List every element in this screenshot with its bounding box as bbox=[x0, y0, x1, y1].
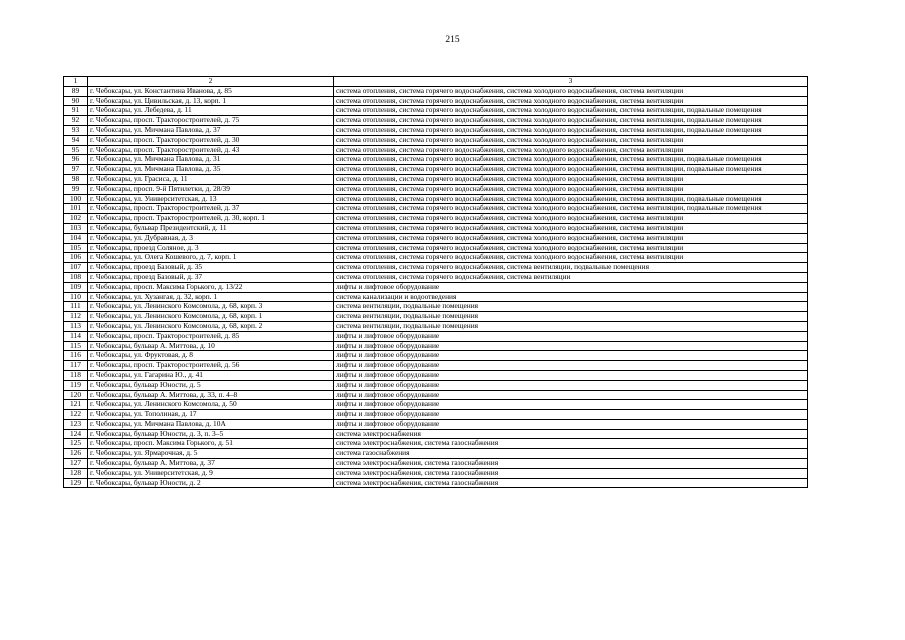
table-row bbox=[64, 125, 808, 135]
address-cell: г. Чебоксары, ул. Университетская, д. 9 bbox=[88, 468, 334, 478]
row-number: 98 bbox=[64, 174, 88, 184]
table-row bbox=[64, 253, 808, 263]
table-row bbox=[64, 321, 808, 331]
table-row bbox=[64, 165, 808, 175]
row-number: 95 bbox=[64, 145, 88, 155]
table-row bbox=[64, 400, 808, 410]
address-cell: г. Чебоксары, ул. Ленинского Комсомола, д. 68, корп. 3 bbox=[88, 302, 334, 312]
systems-cell: система отопления, система горячего водоснабжения, система холодного водоснабжения, система вентиляции, подвальные помещения bbox=[334, 194, 808, 204]
row-number: 128 bbox=[64, 468, 88, 478]
systems-cell: система отопления, система горячего водоснабжения, система холодного водоснабжения, система вентиляции bbox=[334, 184, 808, 194]
row-number: 96 bbox=[64, 155, 88, 165]
address-cell: г. Чебоксары, ул. Мичмана Павлова, д. 31 bbox=[88, 155, 334, 165]
systems-cell: лифты и лифтовое оборудование bbox=[334, 341, 808, 351]
address-cell: г. Чебоксары, ул. Олега Кошевого, д. 7, корп. 1 bbox=[88, 253, 334, 263]
systems-cell: лифты и лифтовое оборудование bbox=[334, 380, 808, 390]
systems-cell: лифты и лифтовое оборудование bbox=[334, 370, 808, 380]
row-number: 104 bbox=[64, 233, 88, 243]
row-number: 112 bbox=[64, 312, 88, 322]
row-number: 99 bbox=[64, 184, 88, 194]
row-number: 122 bbox=[64, 410, 88, 420]
address-cell: г. Чебоксары, просп. Максима Горького, д. 51 bbox=[88, 439, 334, 449]
systems-cell: система электроснабжения bbox=[334, 429, 808, 439]
table-row bbox=[64, 135, 808, 145]
systems-cell: лифты и лифтовое оборудование bbox=[334, 331, 808, 341]
table-row bbox=[64, 390, 808, 400]
table-row bbox=[64, 184, 808, 194]
table-row bbox=[64, 449, 808, 459]
table-row bbox=[64, 96, 808, 106]
address-cell: г. Чебоксары, ул. Мичмана Павлова, д. 37 bbox=[88, 125, 334, 135]
row-number: 93 bbox=[64, 125, 88, 135]
table-row bbox=[64, 86, 808, 96]
address-cell: г. Чебоксары, бульвар А. Миттова, д. 33, п. 4–8 bbox=[88, 390, 334, 400]
systems-cell: система отопления, система горячего водоснабжения, система холодного водоснабжения, система вентиляции bbox=[334, 243, 808, 253]
row-number: 125 bbox=[64, 439, 88, 449]
systems-cell: система вентиляции, подвальные помещения bbox=[334, 321, 808, 331]
systems-cell: система отопления, система горячего водоснабжения, система холодного водоснабжения, система вентиляции bbox=[334, 174, 808, 184]
row-number: 115 bbox=[64, 341, 88, 351]
address-cell: г. Чебоксары, ул. Мичмана Павлова, д. 10А bbox=[88, 419, 334, 429]
address-cell: г. Чебоксары, ул. Ленинского Комсомола, д. 50 bbox=[88, 400, 334, 410]
systems-cell: система отопления, система горячего водоснабжения, система холодного водоснабжения, система вентиляции bbox=[334, 96, 808, 106]
table-row bbox=[64, 410, 808, 420]
row-number: 90 bbox=[64, 96, 88, 106]
table-row bbox=[64, 282, 808, 292]
row-number: 92 bbox=[64, 116, 88, 126]
address-cell: г. Чебоксары, ул. Лебедева, д. 11 bbox=[88, 106, 334, 116]
systems-cell: система отопления, система горячего водоснабжения, система вентиляции, подвальные помещения bbox=[334, 263, 808, 273]
table-row bbox=[64, 145, 808, 155]
systems-cell: система отопления, система горячего водоснабжения, система холодного водоснабжения, система вентиляции, подвальные помещения bbox=[334, 155, 808, 165]
row-number: 120 bbox=[64, 390, 88, 400]
systems-cell: система отопления, система горячего водоснабжения, система холодного водоснабжения, система вентиляции, подвальные помещения bbox=[334, 165, 808, 175]
address-cell: г. Чебоксары, просп. Тракторостроителей, д. 56 bbox=[88, 361, 334, 371]
address-cell: г. Чебоксары, ул. Фруктовая, д. 8 bbox=[88, 351, 334, 361]
systems-cell: система газоснабжения bbox=[334, 449, 808, 459]
row-number: 110 bbox=[64, 292, 88, 302]
systems-cell: лифты и лифтовое оборудование bbox=[334, 282, 808, 292]
address-cell: г. Чебоксары, ул. Грасиса, д. 11 bbox=[88, 174, 334, 184]
row-number: 126 bbox=[64, 449, 88, 459]
table-row bbox=[64, 204, 808, 214]
table-row bbox=[64, 361, 808, 371]
systems-cell: система отопления, система горячего водоснабжения, система холодного водоснабжения, система вентиляции bbox=[334, 253, 808, 263]
header-col-3: 3 bbox=[334, 77, 808, 87]
table-row bbox=[64, 478, 808, 488]
systems-cell: система отопления, система горячего водоснабжения, система вентиляции bbox=[334, 272, 808, 282]
systems-cell: система отопления, система горячего водоснабжения, система холодного водоснабжения, система вентиляции, подвальные помещения bbox=[334, 116, 808, 126]
address-cell: г. Чебоксары, просп. Тракторостроителей, д. 75 bbox=[88, 116, 334, 126]
systems-cell: лифты и лифтовое оборудование bbox=[334, 351, 808, 361]
address-cell: г. Чебоксары, ул. Дубравная, д. 3 bbox=[88, 233, 334, 243]
address-cell: г. Чебоксары, ул. Ленинского Комсомола, д. 68, корп. 2 bbox=[88, 321, 334, 331]
row-number: 121 bbox=[64, 400, 88, 410]
systems-cell: система электроснабжения, система газоснабжения bbox=[334, 459, 808, 469]
systems-cell: система электроснабжения, система газоснабжения bbox=[334, 478, 808, 488]
row-number: 101 bbox=[64, 204, 88, 214]
systems-cell: лифты и лифтовое оборудование bbox=[334, 419, 808, 429]
table-row bbox=[64, 174, 808, 184]
row-number: 102 bbox=[64, 214, 88, 224]
row-number: 109 bbox=[64, 282, 88, 292]
address-cell: г. Чебоксары, бульвар Президентский, д. 11 bbox=[88, 223, 334, 233]
address-cell: г. Чебоксары, бульвар А. Миттова, д. 37 bbox=[88, 459, 334, 469]
address-cell: г. Чебоксары, ул. Университетская, д. 13 bbox=[88, 194, 334, 204]
row-number: 111 bbox=[64, 302, 88, 312]
row-number: 124 bbox=[64, 429, 88, 439]
table-row bbox=[64, 214, 808, 224]
systems-cell: система вентиляции, подвальные помещения bbox=[334, 312, 808, 322]
row-number: 123 bbox=[64, 419, 88, 429]
table-row bbox=[64, 351, 808, 361]
address-cell: г. Чебоксары, ул. Мичмана Павлова, д. 35 bbox=[88, 165, 334, 175]
header-col-1: 1 bbox=[64, 77, 88, 87]
table-row bbox=[64, 370, 808, 380]
row-number: 91 bbox=[64, 106, 88, 116]
address-cell: г. Чебоксары, просп. Тракторостроителей, д. 30 bbox=[88, 135, 334, 145]
address-cell: г. Чебоксары, ул. Хузангая, д. 32, корп. 1 bbox=[88, 292, 334, 302]
table-row bbox=[64, 223, 808, 233]
systems-cell: система вентиляции, подвальные помещения bbox=[334, 302, 808, 312]
table-row bbox=[64, 312, 808, 322]
address-cell: г. Чебоксары, ул. Цивильская, д. 13, корп. 1 bbox=[88, 96, 334, 106]
row-number: 100 bbox=[64, 194, 88, 204]
address-cell: г. Чебоксары, просп. Тракторостроителей, д. 43 bbox=[88, 145, 334, 155]
row-number: 105 bbox=[64, 243, 88, 253]
address-cell: г. Чебоксары, проезд Базовый, д. 37 bbox=[88, 272, 334, 282]
address-cell: г. Чебоксары, бульвар Юности, д. 5 bbox=[88, 380, 334, 390]
systems-cell: система отопления, система горячего водоснабжения, система холодного водоснабжения, система вентиляции bbox=[334, 223, 808, 233]
row-number: 97 bbox=[64, 165, 88, 175]
table-header-row bbox=[64, 77, 808, 87]
row-number: 106 bbox=[64, 253, 88, 263]
address-cell: г. Чебоксары, проезд Базовый, д. 35 bbox=[88, 263, 334, 273]
row-number: 119 bbox=[64, 380, 88, 390]
systems-cell: система электроснабжения, система газоснабжения bbox=[334, 439, 808, 449]
systems-cell: лифты и лифтовое оборудование bbox=[334, 390, 808, 400]
systems-cell: система отопления, система горячего водоснабжения, система холодного водоснабжения, система вентиляции bbox=[334, 233, 808, 243]
systems-cell: лифты и лифтовое оборудование bbox=[334, 361, 808, 371]
row-number: 118 bbox=[64, 370, 88, 380]
address-cell: г. Чебоксары, бульвар А. Миттова, д. 10 bbox=[88, 341, 334, 351]
systems-cell: лифты и лифтовое оборудование bbox=[334, 410, 808, 420]
row-number: 129 bbox=[64, 478, 88, 488]
address-cell: г. Чебоксары, просп. Тракторостроителей, д. 85 bbox=[88, 331, 334, 341]
row-number: 127 bbox=[64, 459, 88, 469]
table-row bbox=[64, 233, 808, 243]
address-cell: г. Чебоксары, проезд Соляное, д. 3 bbox=[88, 243, 334, 253]
row-number: 116 bbox=[64, 351, 88, 361]
address-cell: г. Чебоксары, просп. Тракторостроителей, д. 30, корп. 1 bbox=[88, 214, 334, 224]
systems-cell: лифты и лифтовое оборудование bbox=[334, 400, 808, 410]
row-number: 89 bbox=[64, 86, 88, 96]
systems-cell: система отопления, система горячего водоснабжения, система холодного водоснабжения, система вентиляции bbox=[334, 135, 808, 145]
table-row bbox=[64, 468, 808, 478]
table-row bbox=[64, 243, 808, 253]
table-row bbox=[64, 292, 808, 302]
table-row bbox=[64, 380, 808, 390]
table-row bbox=[64, 116, 808, 126]
systems-cell: система отопления, система горячего водоснабжения, система холодного водоснабжения, система вентиляции, подвальные помещения bbox=[334, 125, 808, 135]
systems-cell: система отопления, система горячего водоснабжения, система холодного водоснабжения, система вентиляции bbox=[334, 145, 808, 155]
address-cell: г. Чебоксары, ул. Тополиная, д. 17 bbox=[88, 410, 334, 420]
table-row bbox=[64, 155, 808, 165]
table-row bbox=[64, 272, 808, 282]
table-row bbox=[64, 439, 808, 449]
table-row bbox=[64, 106, 808, 116]
address-cell: г. Чебоксары, просп. 9-й Пятилетки, д. 28/39 bbox=[88, 184, 334, 194]
page-number: 215 bbox=[445, 35, 460, 45]
table-row bbox=[64, 429, 808, 439]
systems-cell: система отопления, система горячего водоснабжения, система холодного водоснабжения, система вентиляции, подвальные помещения bbox=[334, 106, 808, 116]
row-number: 113 bbox=[64, 321, 88, 331]
address-cell: г. Чебоксары, бульвар Юности, д. 2 bbox=[88, 478, 334, 488]
address-cell: г. Чебоксары, просп. Максима Горького, д. 13/22 bbox=[88, 282, 334, 292]
systems-cell: система электроснабжения, система газоснабжения bbox=[334, 468, 808, 478]
row-number: 108 bbox=[64, 272, 88, 282]
table-row bbox=[64, 331, 808, 341]
table-row bbox=[64, 302, 808, 312]
systems-cell: система отопления, система горячего водоснабжения, система холодного водоснабжения, система вентиляции bbox=[334, 86, 808, 96]
row-number: 107 bbox=[64, 263, 88, 273]
building-systems-table bbox=[63, 76, 808, 488]
row-number: 117 bbox=[64, 361, 88, 371]
systems-cell: система канализации и водоотведения bbox=[334, 292, 808, 302]
address-cell: г. Чебоксары, ул. Константина Иванова, д. 85 bbox=[88, 86, 334, 96]
systems-cell: система отопления, система горячего водоснабжения, система холодного водоснабжения, система вентиляции bbox=[334, 214, 808, 224]
table-row bbox=[64, 194, 808, 204]
table-row bbox=[64, 341, 808, 351]
address-cell: г. Чебоксары, просп. Тракторостроителей, д. 37 bbox=[88, 204, 334, 214]
table-row bbox=[64, 263, 808, 273]
address-cell: г. Чебоксары, ул. Гагарина Ю., д. 41 bbox=[88, 370, 334, 380]
address-cell: г. Чебоксары, ул. Ярмарочная, д. 5 bbox=[88, 449, 334, 459]
table-body bbox=[64, 77, 808, 488]
row-number: 103 bbox=[64, 223, 88, 233]
row-number: 114 bbox=[64, 331, 88, 341]
systems-cell: система отопления, система горячего водоснабжения, система холодного водоснабжения, система вентиляции, подвальные помещения bbox=[334, 204, 808, 214]
address-cell: г. Чебоксары, ул. Ленинского Комсомола, д. 68, корп. 1 bbox=[88, 312, 334, 322]
header-col-2: 2 bbox=[88, 77, 334, 87]
address-cell: г. Чебоксары, бульвар Юности, д. 3, п. 3–5 bbox=[88, 429, 334, 439]
table-row bbox=[64, 419, 808, 429]
row-number: 94 bbox=[64, 135, 88, 145]
table-row bbox=[64, 459, 808, 469]
